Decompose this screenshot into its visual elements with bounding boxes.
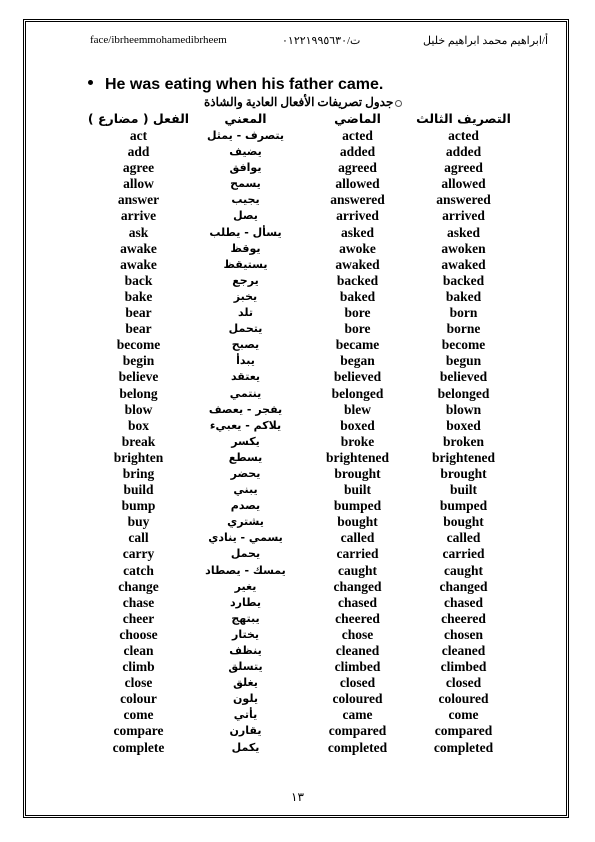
verb-base: colour [120,691,157,707]
table-row [85,595,511,611]
verb-participle: become [441,337,486,353]
table-row [85,740,511,756]
verb-base: build [123,482,154,498]
verb-participle: climbed [440,659,487,675]
verb-past: cleaned [335,643,380,658]
verb-past: bore [344,321,371,337]
verb-meaning: يضيف [229,145,262,159]
verb-past: chose [341,626,374,642]
verb-past: brought [334,465,381,481]
verb-meaning: يسأل - يطلب [209,225,282,239]
verb-meaning: يوافق [229,161,262,175]
header-facebook: face/ibrheemmohamedibrheem [90,34,227,46]
verb-past: believed [333,369,382,385]
verb-base: complete [112,739,165,755]
table-row [85,546,511,562]
verb-participle: cleaned [441,643,486,658]
table-title [204,95,402,110]
verb-meaning: يستيقظ [223,257,268,271]
verb-participle: chased [443,594,483,610]
table-row [85,563,511,579]
verb-past: bumped [333,498,382,514]
verb-participle: arrived [442,208,485,224]
verb-meaning: يسمح [230,177,261,191]
verb-meaning: يعتقد [230,370,261,384]
verb-participle: blown [445,401,482,417]
verb-base: bear [125,321,152,337]
verb-meaning: يرجع [232,273,259,287]
verb-base: cheer [122,610,155,626]
verb-participle: agreed [444,160,483,176]
verb-base: box [127,417,149,433]
verb-meaning: يختار [231,627,259,641]
verb-meaning: تلد [238,306,253,320]
verb-past: compared [328,723,387,739]
table-row [85,257,511,273]
verb-past: asked [340,224,374,240]
table-row [85,514,511,530]
verb-participle: compared [434,723,493,739]
verb-participle: called [446,530,481,546]
verb-base: buy [127,514,150,530]
table-row [85,418,511,434]
verb-past: baked [339,288,376,304]
verb-participle: baked [445,288,482,304]
table-row [85,643,511,659]
table-row [85,128,511,144]
verb-base: call [128,530,149,546]
table-row [85,289,511,305]
table-row [85,659,511,675]
verb-meaning: يغلق [233,676,258,690]
table-row [85,160,511,176]
verb-base: agree [122,160,155,176]
table-row [85,498,511,514]
page-header [90,34,548,50]
table-row [85,627,511,643]
table-row [85,466,511,482]
verb-participle: answered [436,192,491,208]
verb-participle: believed [439,369,488,385]
verb-meaning: ينتمي [229,386,262,400]
table-title-text: جدول تصريفات الأفعال العادية والشاذة [204,95,394,109]
verb-base: answer [117,192,160,208]
verb-base: ask [128,224,149,240]
verb-meaning: يوقظ [230,241,261,255]
verb-meaning: يسمي - ينادي [208,531,283,545]
verb-base: arrive [120,208,157,224]
verb-meaning: يصبح [231,338,260,352]
table-row [85,450,511,466]
verb-base: begin [122,353,155,369]
verb-past: changed [333,578,382,594]
table-row [85,369,511,385]
verb-past: brightened [325,449,389,465]
verb-past: cheered [335,610,380,626]
table-row [85,611,511,627]
page-number: ١٣ [291,790,304,804]
col-header-past: الماضي [334,111,381,127]
verb-participle: awaked [441,256,486,272]
verb-base: catch [123,562,154,578]
verb-base: change [118,578,159,594]
verb-past: became [335,337,380,353]
verb-meaning: يصدم [230,499,261,513]
verb-participle: brightened [431,449,495,465]
verb-past: backed [336,272,379,288]
verb-participle: belonged [437,385,490,401]
table-row [85,386,511,402]
verb-participle: changed [439,578,488,594]
table-row [85,225,511,241]
header-author: أ/ابراهيم محمد ابراهيم خليل [423,35,548,47]
col-header-participle: التصريف الثالث [416,111,511,127]
bullet-icon [88,80,93,85]
table-row [85,482,511,498]
verb-meaning: يسطع [228,450,263,464]
verb-meaning: يقارن [229,724,262,738]
verb-past: arrived [336,208,379,224]
verb-meaning: يأتي [233,708,258,722]
table-row [85,305,511,321]
table-row [85,208,511,224]
verb-past: belonged [331,385,384,401]
circle-mark-icon [395,100,402,107]
verb-base: clean [123,643,154,658]
verb-base: chase [122,594,155,610]
verb-participle: asked [446,224,480,240]
verb-participle: chosen [443,626,483,642]
verb-past: allowed [335,176,380,192]
verb-base: add [127,144,150,160]
verb-meaning: يصل [233,209,258,223]
table-row [85,337,511,353]
table-row [85,723,511,739]
verb-past: carried [336,546,379,562]
verb-participle: acted [448,128,479,143]
verb-base: awake [120,256,157,272]
verb-participle: carried [442,546,485,562]
verb-meaning: يبدأ [236,354,255,368]
verb-meaning: يلون [233,692,258,706]
table-row [85,144,511,160]
verb-meaning: يمسك - يصطاد [205,563,286,577]
col-header-base: الفعل ( مضارع ) [87,111,190,127]
verb-past: awoke [339,240,376,256]
verb-meaning: يكسر [231,434,260,448]
verb-base: back [124,272,153,288]
verb-participle: boxed [446,417,481,433]
verb-past: built [343,482,371,498]
verb-participle: borne [446,321,481,337]
example-sentence-text: He was eating when his father came. [105,76,384,93]
verb-meaning: يحمل [230,547,261,561]
verb-meaning: يكمل [231,740,260,754]
verb-past: acted [342,128,373,143]
verb-participle: born [449,305,478,321]
table-row [85,530,511,546]
verb-past: awaked [335,256,380,272]
verb-meaning: يبتهج [231,611,260,625]
verb-base: break [121,433,156,449]
verb-meaning: يبني [233,483,258,497]
verb-meaning: يفجر - يعصف [208,402,283,416]
table-row [85,691,511,707]
verb-base: act [129,128,148,143]
verb-participle: backed [442,272,485,288]
verb-meaning: يتصرف - يمثل [206,129,285,142]
table-header-row [85,111,511,128]
table-row [85,192,511,208]
verb-participle: completed [433,739,494,755]
verb-participle: broken [442,433,484,449]
verb-past: called [340,530,375,546]
verb-meaning: يجيب [231,193,260,207]
table-row [85,321,511,337]
table-row [85,353,511,369]
verb-base: bring [122,465,155,481]
table-row [85,434,511,450]
verb-base: brighten [113,449,164,465]
verb-base: become [116,337,161,353]
verb-base: come [123,707,154,723]
verb-past: blew [344,401,371,417]
verb-participle: closed [445,675,482,691]
verb-base: blow [124,401,153,417]
verb-past: completed [327,739,388,755]
table-row [85,402,511,418]
verb-participle: bumped [439,498,488,514]
verb-table [85,111,511,756]
verb-participle: brought [440,465,487,481]
table-row [85,707,511,723]
verb-past: bought [337,514,378,530]
verb-past: added [339,144,376,160]
verb-participle: awoken [441,240,486,256]
verb-meaning: يتحمل [228,322,263,336]
header-phone: ت/٠١٢٢١٩٩٥٦٣٠ [282,35,361,47]
verb-meaning: يلاكم - يعبيء [209,418,282,432]
verb-meaning: يشتري [227,515,264,529]
verb-base: allow [123,176,154,192]
verb-base: choose [119,626,158,642]
verb-base: bake [124,288,153,304]
verb-past: coloured [332,691,383,707]
verb-past: came [342,707,373,723]
verb-participle: come [448,707,479,723]
verb-base: believe [118,369,159,385]
verb-past: closed [339,675,376,691]
verb-past: broke [340,433,375,449]
table-row [85,241,511,257]
col-header-meaning: المعني [224,111,267,127]
verb-participle: bought [443,514,484,530]
example-sentence [88,76,383,94]
table-row [85,273,511,289]
table-row [85,176,511,192]
verb-participle: begun [445,353,482,369]
verb-base: carry [122,546,155,562]
verb-base: bump [121,498,156,514]
verb-participle: added [445,144,482,160]
verb-meaning: يحضر [230,466,261,480]
verb-base: compare [113,723,164,739]
verb-past: climbed [334,659,381,675]
verb-past: bore [344,305,371,321]
verb-base: close [124,675,153,691]
verb-past: chased [337,594,377,610]
verb-base: bear [125,305,152,321]
table-row [85,579,511,595]
verb-meaning: يطارد [230,595,261,609]
verb-base: belong [119,385,158,401]
verb-meaning: يغير [234,579,257,593]
verb-past: caught [337,562,377,578]
verb-participle: caught [443,562,483,578]
verb-past: answered [330,192,385,208]
verb-participle: coloured [438,691,489,707]
verb-participle: allowed [441,176,486,192]
verb-past: agreed [338,160,377,176]
verb-meaning: يخبز [233,289,258,303]
verb-past: boxed [340,417,375,433]
verb-participle: cheered [441,610,486,626]
verb-meaning: ينظف [229,644,262,657]
verb-participle: built [449,482,477,498]
verb-base: climb [122,659,155,675]
verb-base: awake [120,240,157,256]
table-row [85,675,511,691]
verb-meaning: يتسلق [228,660,263,674]
verb-past: began [340,353,375,369]
